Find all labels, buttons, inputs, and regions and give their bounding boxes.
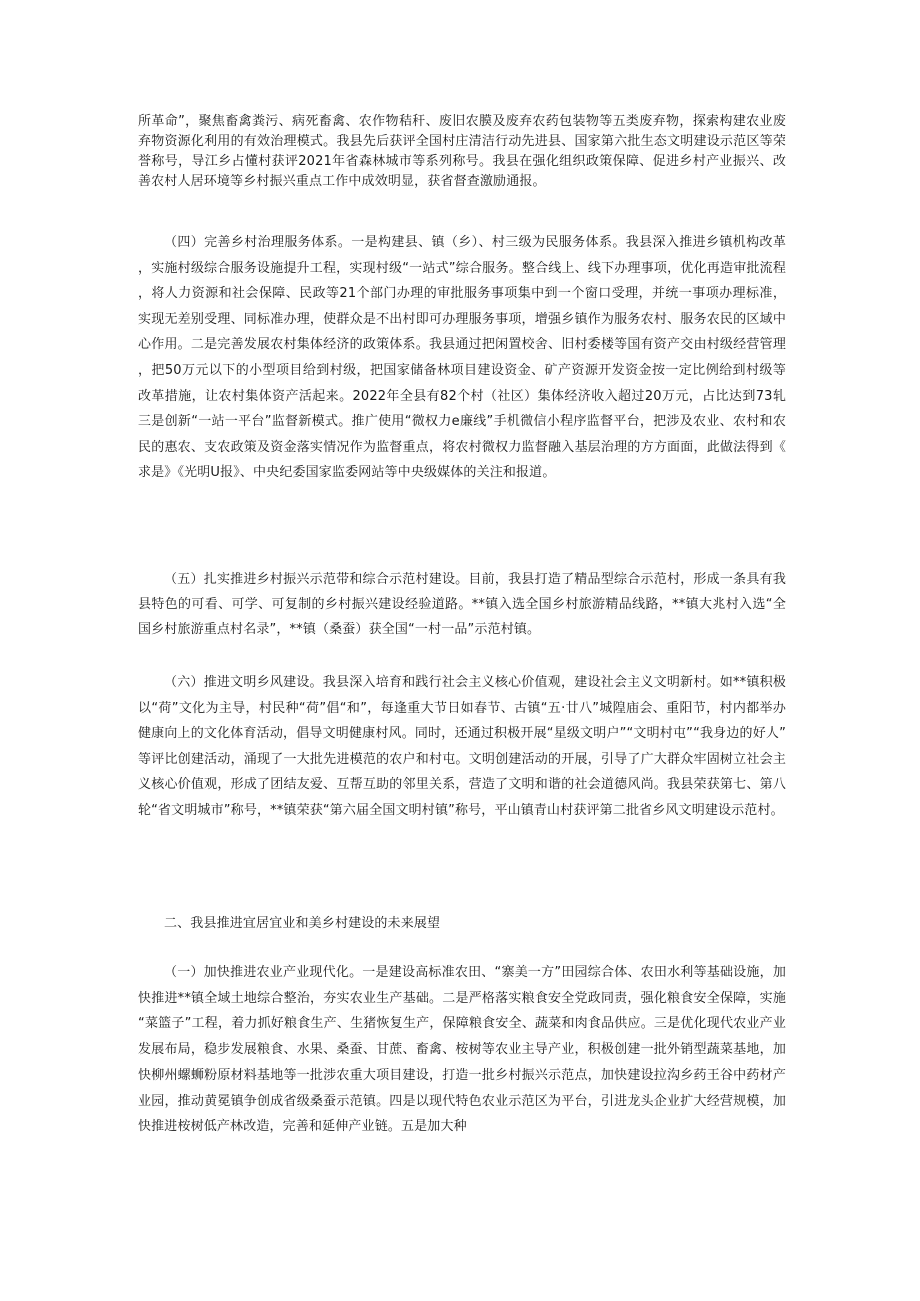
section-heading: 二、我县推进宜居宜业和美乡村建设的未来展望	[164, 916, 441, 931]
paragraph-rural-governance: （四）完善乡村治理服务体系。一是构建县、镇（乡）、村三级为民服务体系。我县深入推进乡镇机构改革，实施村级综合服务设施提升工程，实现村级“一站式”综合服务。整合线上、线下办理事项，优化再造审批流程，将人力资源和社会保障、民政等21个部门办理的审批服务事项集中到一个窗口受理，并统一事项办理标准，实现无差别受理、同标准办理，使群众是不出村即可办理服务事项，增强乡镇作为服务农村、服务农民的区域中心作用。二是完善发展农村集体经济的政策体系。我县通过把闲置校舍、旧村委楼等国有资产交由村级经营管理，把50万元以下的小型项目给到村级，把国家储备林项目建设资金、矿产资源开发资金按一定比例给到村级等改革措施，让农村集体资产活起来。2022年全县有82个村（社区）集体经济收入超过20万元，占比达到73轧三是创新“一站一平台”监督新模式。推广使用“微权力e廉线”手机微信小程序监督平台，把涉及农业、农村和农民的惠农、支农政策及资金落实情况作为监督重点，将农村微权力监督融入基层治理的方方面面，此做法得到《求是》《光明U报》、中央纪委国家监委网站等中央级媒体的关注和报道。	[138, 235, 786, 481]
paragraph-agricultural-modernization: （一）加快推进农业产业现代化。一是建设高标准农田、“寨美一方”田园综合体、农田水利等基础设施，加快推进**镇全域土地综合整治，夯实农业生产基础。二是严格落实粮食安全党政同责，强化粮食安全保障，实施“菜篮子”工程，着力抓好粮食生产、生猪恢复生产，保障粮食安全、蔬菜和肉食品供应。三是优化现代农业产业发展布局，稳步发展粮食、水果、桑蚕、甘蔗、畜禽、桉树等农业主导产业，积极创建一批外销型蔬菜基地，加快柳州螺蛳粉原材料基地等一批涉农重大项目建设，打造一批乡村振兴示范点，加快建设拉沟乡药王谷中药材产业园，推动黄冕镇争创成省级桑蚕示范镇。四是以现代特色农业示范区为平台，引进龙头企业扩大经营规模，加快推进桉树低产林改造，完善和延伸产业链。五是加大种	[138, 965, 786, 1135]
paragraph-demonstration-villages: （五）扎实推进乡村振兴示范带和综合示范村建设。目前，我县打造了精品型综合示范村，形成一条具有我县特色的可看、可学、可复制的乡村振兴建设经验道路。**镇入选全国乡村旅游精品线路，**镇大兆村入选“全国乡村旅游重点村名录”，**镇（桑蚕）获全国“一村一品”示范村镇。	[138, 572, 786, 637]
paragraph-civilized-customs: （六）推进文明乡风建设。我县深入培育和践行社会主义核心价值观，建设社会主义文明新村。如**镇积极以“荷”文化为主导，村民种“荷”倡“和”，每逢重大节日如春节、古镇“五·廿八”城隍庙会、重阳节，村内都举办健康向上的文化体育活动，倡导文明健康村风。同时，还通过积极开展“星级文明户”“文明村屯”“我身边的好人”等评比创建活动，涌现了一大批先进模范的农户和村屯。文明创建活动的开展，引导了广大群众牢固树立社会主义核心价值观，形成了团结友爱、互帮互助的邻里关系，营造了文明和谐的社会道德风尚。我县荣获第七、第八轮“省文明城市”称号，**镇荣获“第六届全国文明村镇”称号，平山镇青山村获评第二批省乡风文明建设示范村。	[138, 675, 786, 818]
paragraph-continuation: 所革命”，聚焦畜禽粪污、病死畜禽、农作物秸秆、废旧农膜及废弃农药包装物等五类废弃物，探索构建农业废弃物资源化利用的有效治理模式。我县先后获评全国村庄清洁行动先进县、国家第六批生态文明建设示范区等荣誉称号，导江乡占懂村获评2021年省森林城市等系列称号。我县在强化组织政策保障、促进乡村产业振兴、改善农村人居环境等乡村振兴重点工作中成效明显，获省督查激励通报。	[138, 114, 786, 189]
